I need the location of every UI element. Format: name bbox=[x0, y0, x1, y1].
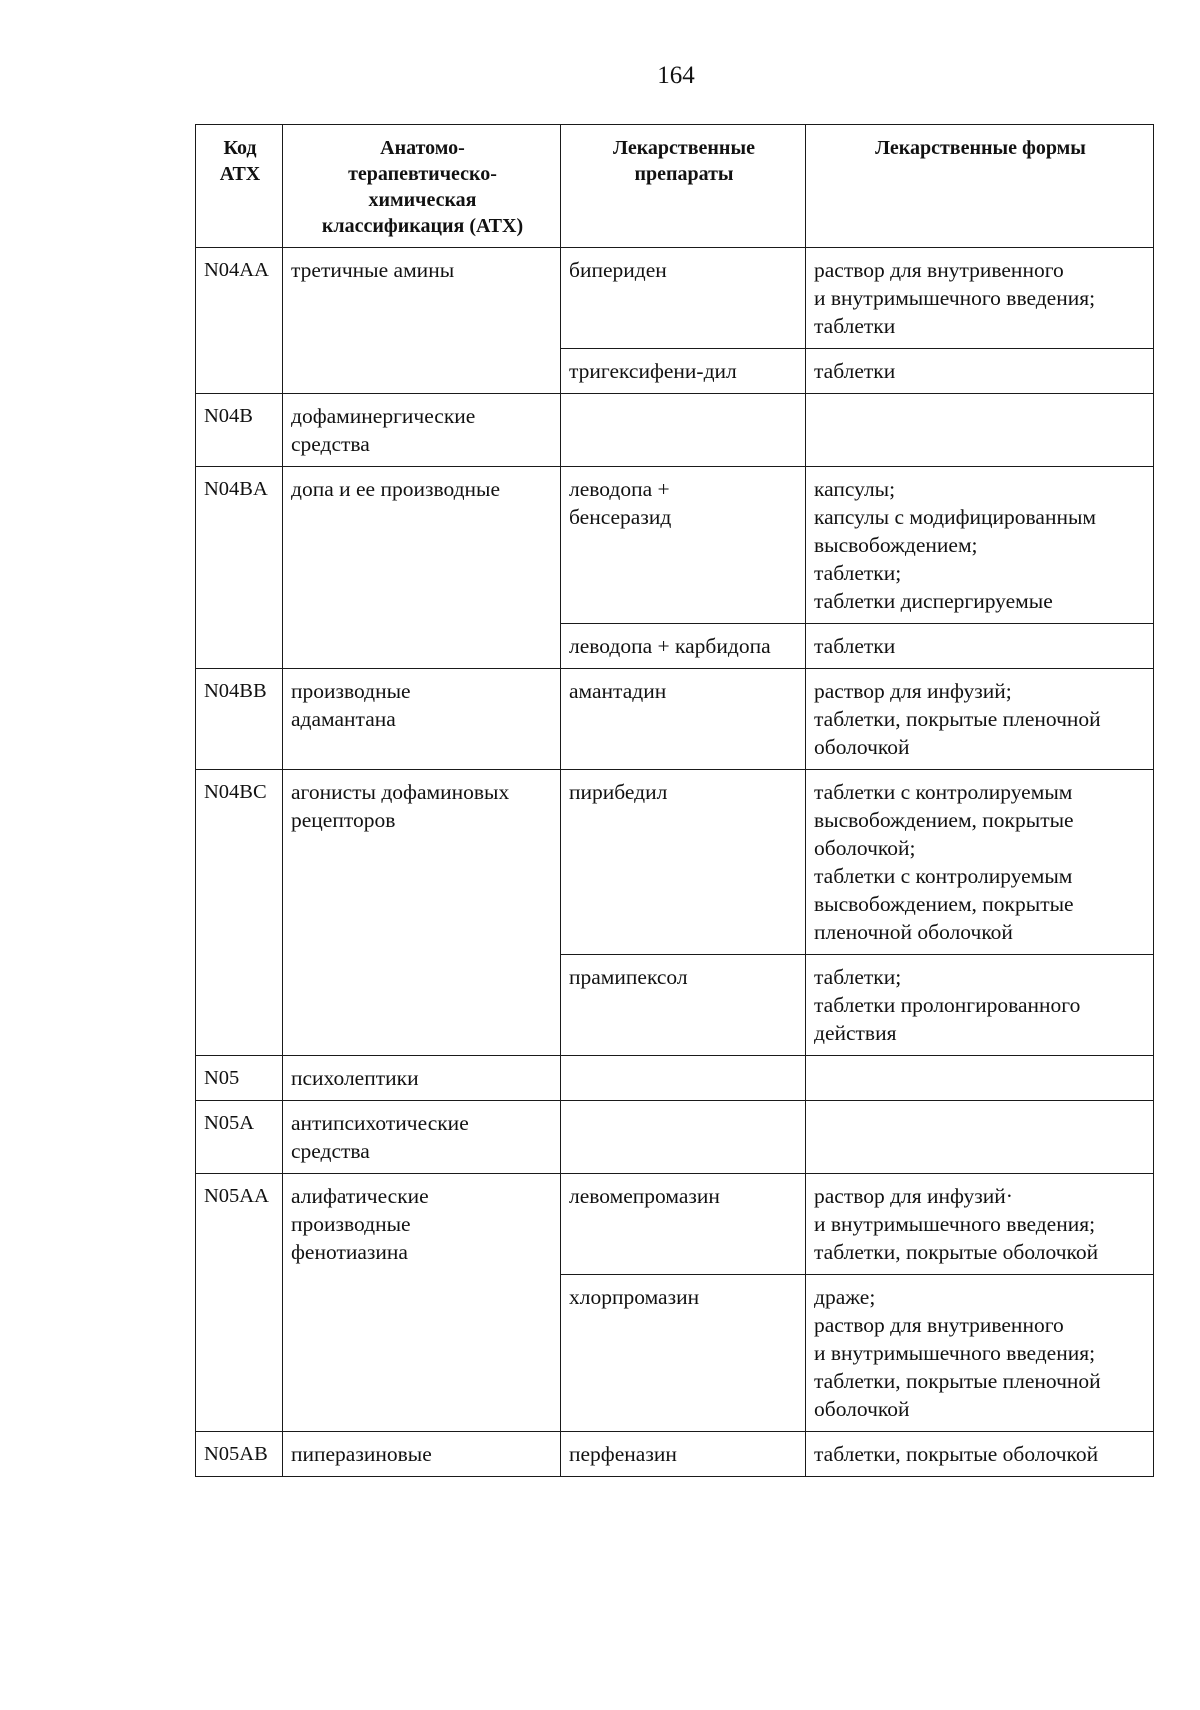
atx-drug-table bbox=[195, 124, 1154, 1477]
table-row bbox=[196, 394, 1154, 467]
classification-cell: агонисты дофаминовых рецепторов bbox=[283, 770, 561, 1056]
table-row bbox=[196, 467, 1154, 624]
drug-cell: перфеназин bbox=[561, 1432, 806, 1477]
atx-code-cell: N05A bbox=[196, 1101, 283, 1174]
forms-cell bbox=[806, 1101, 1154, 1174]
table-row bbox=[196, 1174, 1154, 1275]
atx-code-cell: N04BC bbox=[196, 770, 283, 1056]
drug-cell: левомепромазин bbox=[561, 1174, 806, 1275]
atx-code-cell: N05AB bbox=[196, 1432, 283, 1477]
forms-cell: раствор для внутривенного и внутримышечного введения; таблетки bbox=[806, 248, 1154, 349]
drug-cell: тригексифени-дил bbox=[561, 349, 806, 394]
classification-cell: дофаминергические средства bbox=[283, 394, 561, 467]
classification-cell: антипсихотические средства bbox=[283, 1101, 561, 1174]
drug-cell: прамипексол bbox=[561, 955, 806, 1056]
drug-cell: леводопа + бенсеразид bbox=[561, 467, 806, 624]
classification-cell: пиперазиновые bbox=[283, 1432, 561, 1477]
classification-cell: психолептики bbox=[283, 1056, 561, 1101]
forms-cell: капсулы; капсулы с модифицированным высвобождением; таблетки; таблетки диспергируемые bbox=[806, 467, 1154, 624]
table-row bbox=[196, 248, 1154, 349]
table-row bbox=[196, 1056, 1154, 1101]
page-number: 164 bbox=[657, 62, 695, 89]
table-row bbox=[196, 1432, 1154, 1477]
header-forms: Лекарственные формы bbox=[806, 125, 1154, 248]
forms-cell bbox=[806, 394, 1154, 467]
table-row bbox=[196, 770, 1154, 955]
forms-cell: таблетки с контролируемым высвобождением, покрытые оболочкой; таблетки с контролируемым высвобождением, покрытые пленочной оболочкой bbox=[806, 770, 1154, 955]
atx-code-cell: N04BB bbox=[196, 669, 283, 770]
forms-cell: таблетки bbox=[806, 349, 1154, 394]
drug-cell bbox=[561, 1056, 806, 1101]
header-drugs: Лекарственные препараты bbox=[561, 125, 806, 248]
atx-code-cell: N04BA bbox=[196, 467, 283, 669]
forms-cell: раствор для инфузий; таблетки, покрытые пленочной оболочкой bbox=[806, 669, 1154, 770]
header-code: Код АТХ bbox=[196, 125, 283, 248]
table-row bbox=[196, 1101, 1154, 1174]
atx-code-cell: N04B bbox=[196, 394, 283, 467]
classification-cell: производные адамантана bbox=[283, 669, 561, 770]
drug-cell: амантадин bbox=[561, 669, 806, 770]
classification-cell: допа и ее производные bbox=[283, 467, 561, 669]
forms-cell: таблетки; таблетки пролонгированного действия bbox=[806, 955, 1154, 1056]
header-classification: Анатомо- терапевтическо- химическая классификация (АТХ) bbox=[283, 125, 561, 248]
drug-cell: хлорпромазин bbox=[561, 1275, 806, 1432]
drug-cell: бипериден bbox=[561, 248, 806, 349]
drug-cell bbox=[561, 1101, 806, 1174]
forms-cell: раствор для инфузий· и внутримышечного введения; таблетки, покрытые оболочкой bbox=[806, 1174, 1154, 1275]
forms-cell: таблетки, покрытые оболочкой bbox=[806, 1432, 1154, 1477]
forms-cell: таблетки bbox=[806, 624, 1154, 669]
classification-cell: алифатические производные фенотиазина bbox=[283, 1174, 561, 1432]
atx-code-cell: N05AA bbox=[196, 1174, 283, 1432]
drug-cell bbox=[561, 394, 806, 467]
forms-cell: драже; раствор для внутривенного и внутримышечного введения; таблетки, покрытые пленочной оболочкой bbox=[806, 1275, 1154, 1432]
drug-cell: пирибедил bbox=[561, 770, 806, 955]
classification-cell: третичные амины bbox=[283, 248, 561, 394]
table-row bbox=[196, 669, 1154, 770]
table-header-row bbox=[196, 125, 1154, 248]
atx-code-cell: N04AA bbox=[196, 248, 283, 394]
drug-cell: леводопа + карбидопа bbox=[561, 624, 806, 669]
forms-cell bbox=[806, 1056, 1154, 1101]
atx-code-cell: N05 bbox=[196, 1056, 283, 1101]
